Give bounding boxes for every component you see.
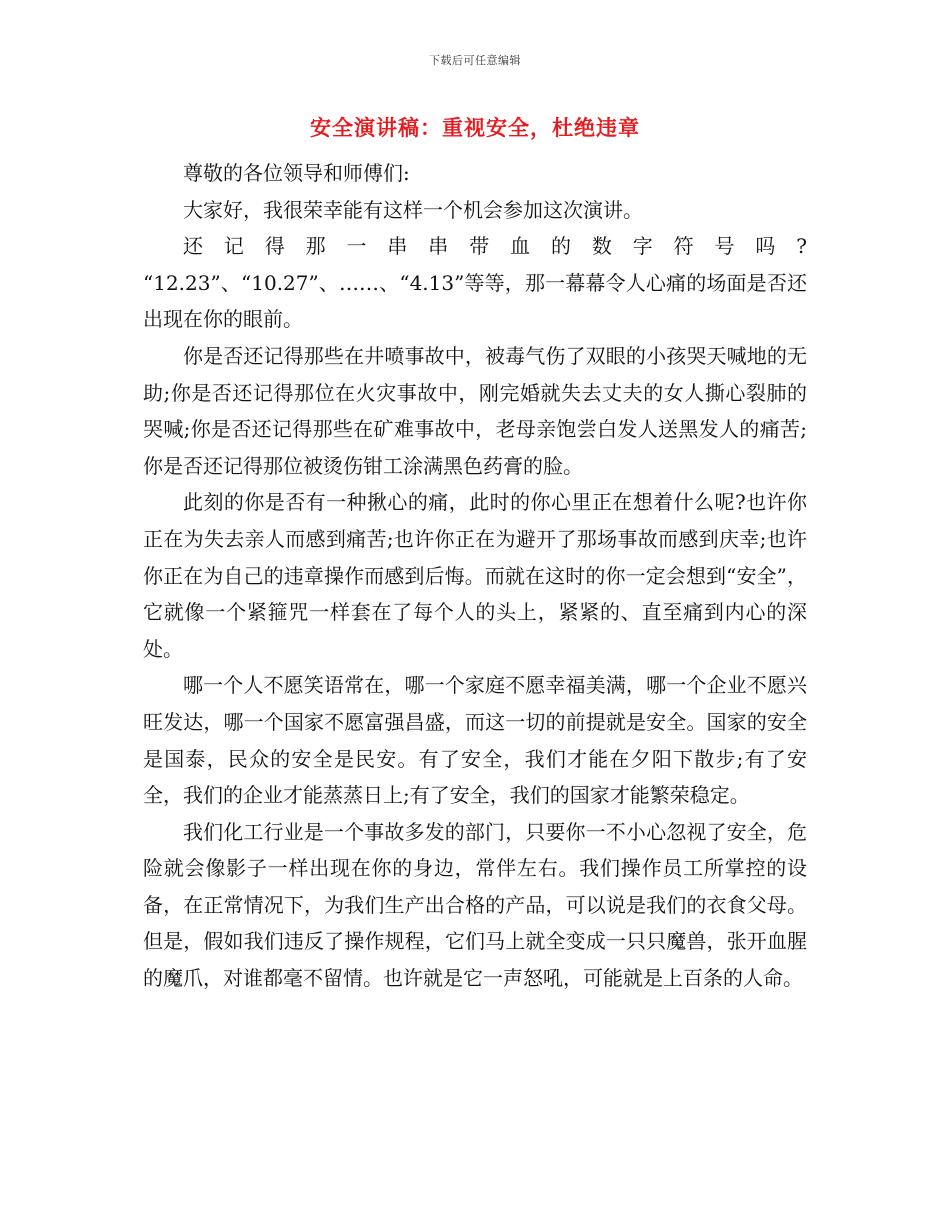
document-title: 安全演讲稿：重视安全，杜绝违章 bbox=[310, 116, 640, 140]
paragraph: 哪一个人不愿笑语常在，哪一个家庭不愿幸福美满，哪一个企业不愿兴旺发达，哪一个国家不愿富强昌盛，而这一切的前提就是安全。国家的安全是国泰，民众的安全是民安。有了安全，我们才能在夕阳下散步;有了安全，我们的企业才能蒸蒸日上;有了安全，我们的国家才能繁荣稳定。 bbox=[143, 673, 807, 808]
paragraph: 还记得那一串串带血的数字符号吗? “12.23”、“10.27”、……、“4.13”等等，那一幕幕令人心痛的场面是否还出现在你的眼前。 bbox=[143, 234, 807, 332]
paragraph-greeting: 大家好，我很荣幸能有这样一个机会参加这次演讲。 bbox=[183, 197, 643, 222]
header-note: 下载后可任意编辑 bbox=[429, 54, 521, 67]
paragraph-salutation: 尊敬的各位领导和师傅们: bbox=[183, 161, 410, 185]
paragraph: 我们化工行业是一个事故多发的部门，只要你一不小心忽视了安全，危险就会像影子一样出现在你的身边，常伴左右。我们操作员工所掌控的设备，在正常情况下，为我们生产出合格的产品，可以说是我们的衣食父母。但是，假如我们违反了操作规程，它们马上就全变成一只只魔兽，张开血腥的魔爪，对谁都毫不留情。也许就是它一声怒吼，可能就是上百条的人命。 bbox=[143, 819, 807, 991]
paragraph: 此刻的你是否有一种揪心的痛，此时的你心里正在想着什么呢?也许你正在为失去亲人而感到痛苦;也许你正在为避开了那场事故而感到庆幸;也许你正在为自己的违章操作而感到后悔。而就在这时的你一定会想到“安全”，它就像一个紧箍咒一样套在了每个人的头上，紧紧的、直至痛到内心的深处。 bbox=[143, 490, 807, 661]
paragraph: 你是否还记得那些在井喷事故中，被毒气伤了双眼的小孩哭天喊地的无助;你是否还记得那位在火灾事故中，刚完婚就失去丈夫的女人撕心裂肺的哭喊;你是否还记得那些在矿难事故中，老母亲饱尝白发人送黑发人的痛苦;你是否还记得那位被烫伤钳工涂满黑色药膏的脸。 bbox=[143, 343, 807, 478]
document-body bbox=[143, 155, 807, 997]
